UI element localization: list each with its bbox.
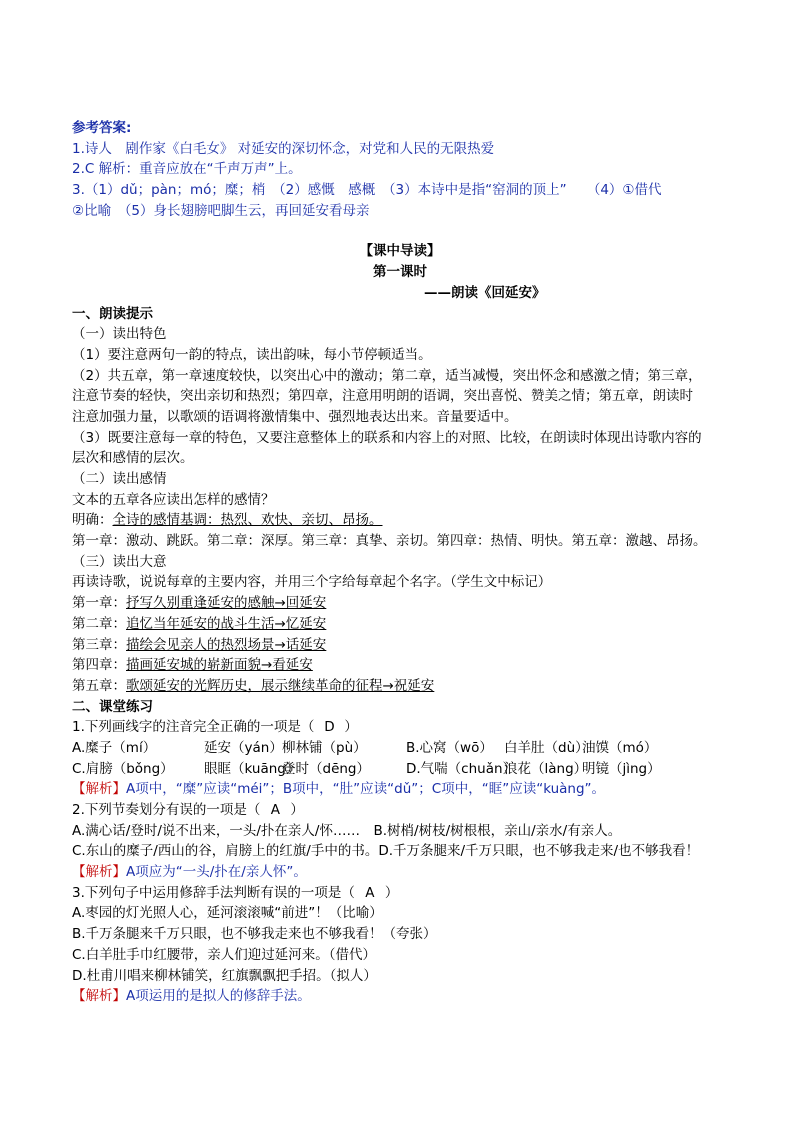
option: D.杜甫川唱来柳林铺笑，红旗飘飘把手招。（拟人）	[72, 967, 377, 984]
option: 明镜（jìng）	[582, 760, 661, 777]
option: A.枣园的灯光照人心，延河滚滚喊“前进”！（比喻）	[72, 905, 383, 922]
option: B.千万条腿来千万只眼，也不够我走来也不够我看！（夸张）	[72, 926, 437, 943]
option: 登时（dēng）	[282, 760, 371, 777]
explanation-tag: 【解析】	[72, 781, 126, 798]
answer-3: 3.（1）dǔ；pàn；mó；糜；梢 （2）感慨 感概 （3）本诗中是指“窑洞的顶上” （4）①借代	[72, 182, 662, 199]
answer-letter: A	[365, 884, 375, 901]
subsection-1: （一）读出特色	[72, 326, 167, 343]
option: 延安（yán）	[204, 739, 283, 756]
answer-3-cont: ②比喻 （5）身长翅膀吧脚生云，再回延安看母亲	[72, 202, 370, 219]
option: 浪花（làng）	[504, 760, 588, 777]
chapter-text: 抒写久别重逢延安的感触→回延安	[126, 595, 327, 612]
chapter-label: 第一章：	[72, 595, 126, 612]
part2-heading: 二、课堂练习	[72, 698, 153, 715]
option: A.糜子（mí）	[72, 739, 157, 756]
question-text: ）	[344, 719, 358, 736]
document-page	[72, 118, 728, 1007]
chapter-text: 描绘会见亲人的热烈场景→话延安	[126, 636, 327, 653]
option: 柳林铺（pù）	[282, 739, 367, 756]
clarification	[72, 510, 728, 531]
paragraph: （2）共五章，第一章速度较快，以突出心中的激动；第二章，适当减慢，突出怀念和感激之情；第三章，	[72, 367, 702, 384]
explanation-text: A项中，“糜”应读“méi”；B项中，“肚”应读“dǔ”；C项中，“眶”应读“kuàng”。	[126, 781, 606, 798]
explanation	[72, 986, 728, 1007]
paragraph: 注意加强力量，以歌颂的语调将激情集中、强烈地表达出来。音量要适中。	[72, 408, 518, 425]
answer-2: 2.C 解析：重音应放在“千声万声”上。	[72, 161, 302, 178]
chapter-summary	[72, 635, 728, 656]
question-3-stem	[72, 883, 728, 904]
option: 眼眶（kuāng）	[204, 760, 300, 777]
subsection-3: （三）读出大意	[72, 553, 167, 570]
paragraph: （3）既要注意每一章的特色，又要注意整体上的联系和内容上的对照、比较，在朗读时体现出诗歌内容的	[72, 429, 702, 446]
paragraph: 注意节奏的轻快，突出亲切和热烈；第四章，注意用明朗的语调，突出喜悦、赞美之情；第五章，朗读时	[72, 388, 693, 405]
chapter-label: 第三章：	[72, 636, 126, 653]
chapter-text: 歌颂延安的光辉历史，展示继续革命的征程→祝延安	[126, 677, 435, 694]
answer-1: 1.诗人 剧作家《白毛女》 对延安的深切怀念，对党和人民的无限热爱	[72, 140, 495, 157]
option: 油馍（mó）	[582, 739, 658, 756]
answers-title: 参考答案:	[72, 120, 132, 136]
explanation-tag: 【解析】	[72, 988, 126, 1005]
explanation	[72, 779, 728, 800]
question: 再读诗歌，说说每章的主要内容，并用三个字给每章起个名字。（学生文中标记）	[72, 574, 552, 591]
question-text: 2.下列节奏划分有误的一项是（	[72, 802, 261, 818]
option: D.气喘（chuǎn）	[406, 760, 517, 777]
question-2-stem	[72, 800, 728, 821]
chapter-emotions: 第一章：激动、跳跃。第二章：深厚。第三章：真挚、亲切。第四章：热情、明快。第五章：激越、昂扬。	[72, 533, 707, 550]
part1-heading: 一、朗读提示	[72, 305, 153, 322]
lesson-title: 第一课时	[373, 264, 427, 281]
paragraph: 层次和感情的层次。	[72, 450, 194, 467]
chapter-text: 追忆当年延安的战斗生活→忆延安	[126, 615, 327, 632]
option: C.白羊肚手巾红腰带，亲人们迎过延河来。（借代）	[72, 946, 376, 963]
explanation-text: A项运用的是拟人的修辞手法。	[126, 988, 311, 1005]
question-text: ）	[290, 802, 304, 818]
option: C.肩膀（bǒng）	[72, 760, 174, 777]
question-text: 1.下列画线字的注音完全正确的一项是（	[72, 719, 315, 736]
answer-letter: A	[270, 802, 281, 818]
chapter-label: 第四章：	[72, 657, 126, 674]
question-2-options: A.满心话/登时/说不出来，一头/扑在亲人/怀…… B.树梢/树枝/树根根，亲山/亲水/有亲人。	[72, 822, 622, 839]
explanation-text: A项应为“一头/扑在/亲人怀”。	[126, 864, 307, 881]
question-2-options: C.东山的糜子/西山的谷，肩膀上的红旗/手中的书。D.千万条腿来/千万只眼，也不够我走来/也不够我看！	[72, 843, 700, 860]
answer-letter: D	[324, 719, 335, 736]
clarification-text: 全诗的感情基调：热烈、欢快、亲切、昂扬。	[112, 512, 383, 529]
question-text: ）	[384, 884, 399, 901]
section-heading: 【课中导读】	[359, 243, 441, 260]
question: 文本的五章各应读出怎样的感情？	[72, 491, 275, 508]
chapter-label: 第五章：	[72, 677, 126, 694]
chapter-summary	[72, 676, 728, 697]
chapter-label: 第二章：	[72, 615, 126, 632]
clarification-label: 明确：	[72, 512, 113, 529]
question-text: 3.下列句子中运用修辞手法判断有误的一项是（	[72, 884, 355, 901]
chapter-summary	[72, 655, 728, 676]
chapter-text: 描画延安城的崭新面貌→看延安	[126, 657, 313, 674]
option: 白羊肚（dù）	[504, 739, 589, 756]
question-1-stem	[72, 717, 728, 738]
question-1-options-row	[72, 738, 728, 759]
subsection-2: （二）读出感情	[72, 471, 167, 487]
option: B.心窝（wō）	[406, 739, 493, 756]
explanation	[72, 862, 728, 883]
explanation-tag: 【解析】	[72, 864, 126, 881]
chapter-summary	[72, 593, 728, 614]
chapter-summary	[72, 614, 728, 635]
paragraph: （1）要注意两句一韵的特点，读出韵味，每小节停顿适当。	[72, 346, 432, 363]
question-1-options-row	[72, 759, 728, 780]
lesson-subtitle: ——朗读《回延安》	[424, 284, 546, 301]
